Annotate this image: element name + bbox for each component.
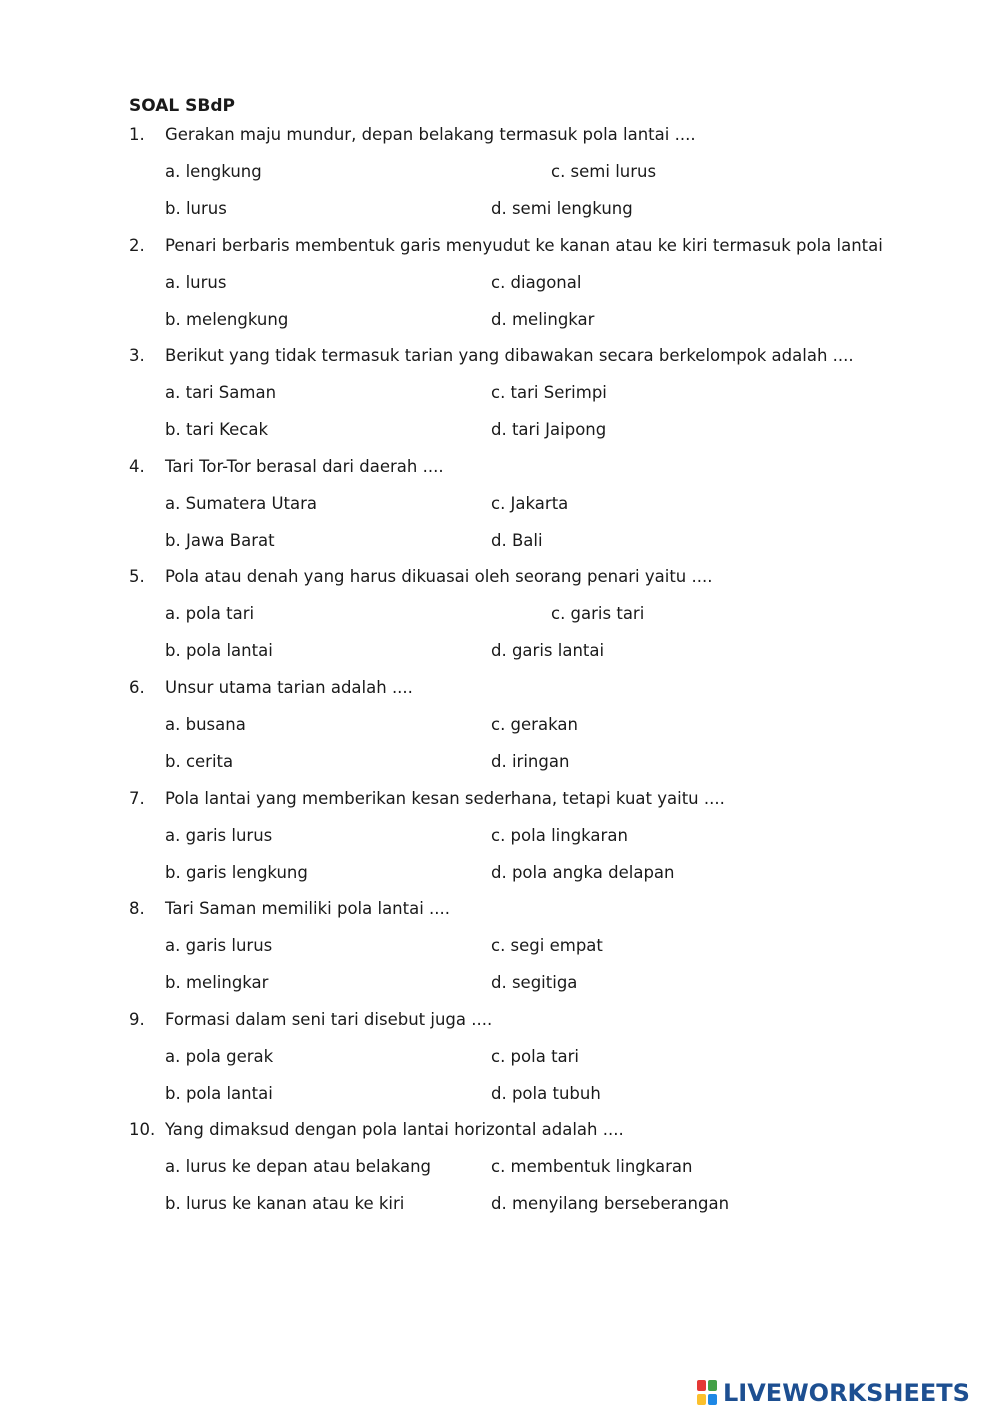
question-number: 1. [129,125,145,144]
worksheet-title: SOAL SBdP [129,96,235,116]
option-a: a. pola tari [165,604,255,623]
question-text: Tari Tor-Tor berasal dari daerah .... [165,457,444,476]
option-c: c. Jakarta [491,494,569,513]
option-b: b. cerita [165,752,234,771]
question-text: Berikut yang tidak termasuk tarian yang dibawakan secara berkelompok adalah .... [165,346,854,365]
question-number: 6. [129,678,145,697]
option-b: b. pola lantai [165,641,273,660]
option-d: d. garis lantai [491,641,605,660]
liveworksheets-brand-text: LIVEWORKSHEETS [723,1379,970,1407]
question-number: 10. [129,1120,156,1139]
option-b: b. pola lantai [165,1084,273,1103]
option-b: b. melengkung [165,310,289,329]
option-b: b. garis lengkung [165,863,308,882]
option-c: c. tari Serimpi [491,383,607,402]
option-d: d. pola tubuh [491,1084,601,1103]
option-a: a. lurus ke depan atau belakang [165,1157,432,1176]
question-number: 3. [129,346,145,365]
option-d: d. pola angka delapan [491,863,675,882]
question-text: Pola lantai yang memberikan kesan sederhana, tetapi kuat yaitu .... [165,789,725,808]
question-text: Tari Saman memiliki pola lantai .... [165,899,451,918]
option-a: a. lengkung [165,162,262,181]
option-c: c. membentuk lingkaran [491,1157,693,1176]
option-d: d. menyilang berseberangan [491,1194,730,1213]
question-text: Gerakan maju mundur, depan belakang termasuk pola lantai .... [165,125,696,144]
option-d: d. tari Jaipong [491,420,607,439]
option-c: c. pola tari [491,1047,580,1066]
option-b: b. melingkar [165,973,269,992]
option-c: c. segi empat [491,936,603,955]
question-number: 2. [129,236,145,255]
question-number: 9. [129,1010,145,1029]
option-a: a. pola gerak [165,1047,274,1066]
liveworksheets-tiles-icon [697,1380,719,1406]
option-c: c. semi lurus [551,162,657,181]
option-d: d. semi lengkung [491,199,633,218]
question-text: Pola atau denah yang harus dikuasai oleh seorang penari yaitu .... [165,567,713,586]
option-a: a. busana [165,715,246,734]
question-number: 4. [129,457,145,476]
option-c: c. pola lingkaran [491,826,628,845]
question-text: Yang dimaksud dengan pola lantai horizontal adalah .... [165,1120,624,1139]
option-a: a. tari Saman [165,383,277,402]
option-c: c. gerakan [491,715,578,734]
option-a: a. garis lurus [165,936,273,955]
option-c: c. garis tari [551,604,645,623]
question-text: Unsur utama tarian adalah .... [165,678,413,697]
option-a: a. lurus [165,273,227,292]
option-d: d. Bali [491,531,543,550]
option-b: b. lurus ke kanan atau ke kiri [165,1194,405,1213]
option-c: c. diagonal [491,273,582,292]
question-text: Formasi dalam seni tari disebut juga .... [165,1010,493,1029]
option-d: d. iringan [491,752,570,771]
option-b: b. tari Kecak [165,420,269,439]
question-text: Penari berbaris membentuk garis menyudut ke kanan atau ke kiri termasuk pola lantai [165,236,883,255]
option-d: d. segitiga [491,973,578,992]
liveworksheets-logo [697,1376,970,1410]
option-a: a. Sumatera Utara [165,494,318,513]
option-a: a. garis lurus [165,826,273,845]
option-d: d. melingkar [491,310,595,329]
question-number: 5. [129,567,145,586]
option-b: b. lurus [165,199,227,218]
question-number: 7. [129,789,145,808]
option-b: b. Jawa Barat [165,531,275,550]
question-number: 8. [129,899,145,918]
